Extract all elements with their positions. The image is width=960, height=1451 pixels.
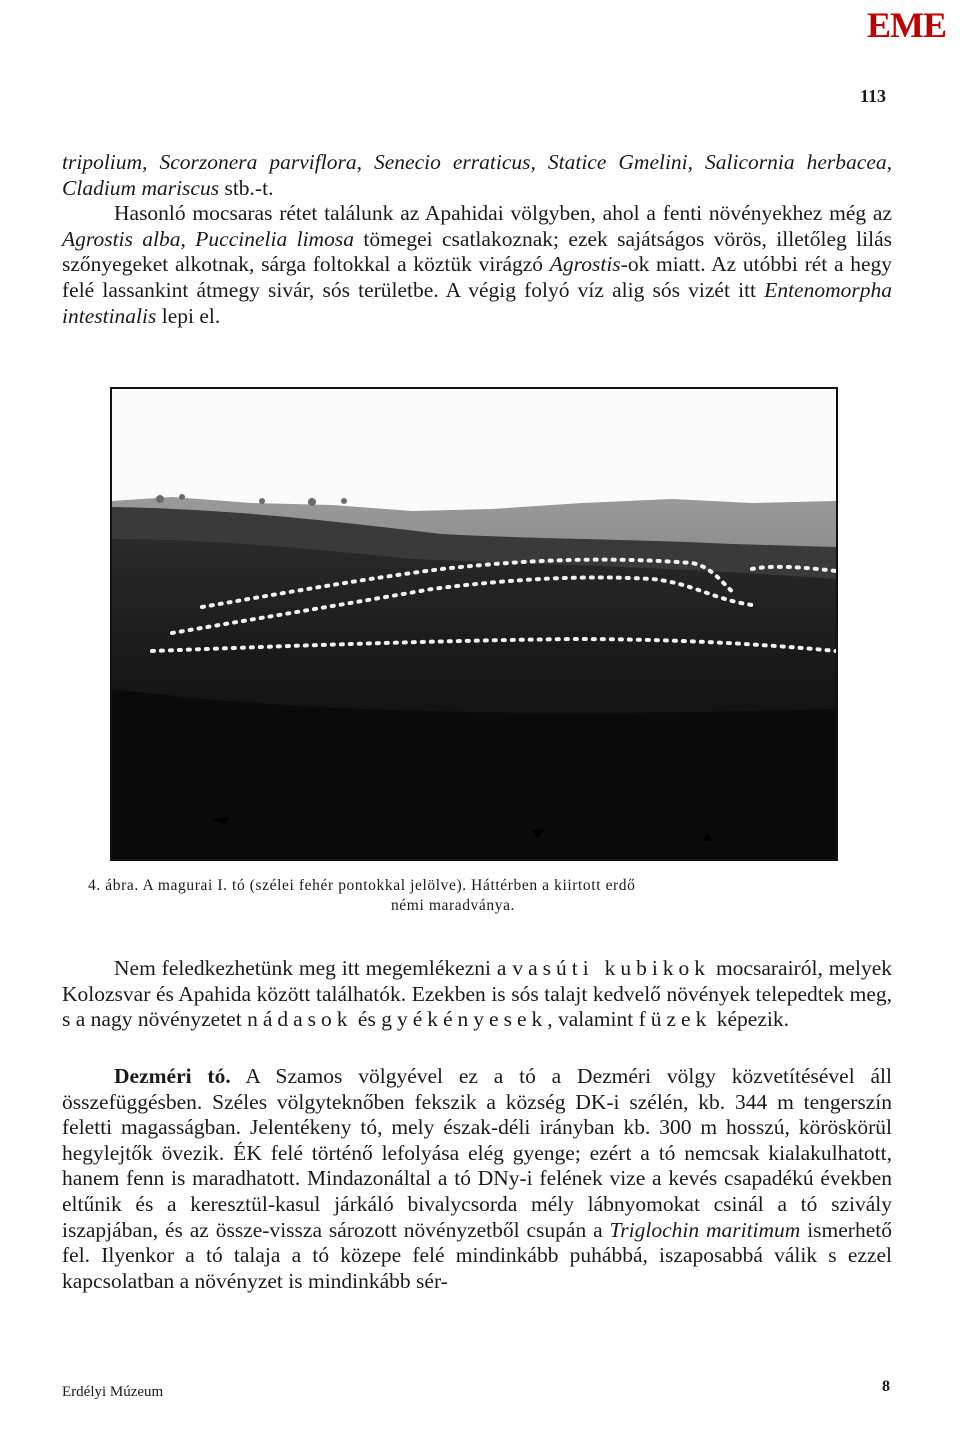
species-name: Triglochin maritimum bbox=[609, 1217, 801, 1242]
species-name: tripolium, bbox=[62, 150, 148, 174]
species-name: Scorzonera parviflora, bbox=[159, 150, 362, 174]
text-run: , valamint bbox=[547, 1007, 639, 1032]
section-heading: Dezméri tó. bbox=[114, 1064, 231, 1088]
spaced-term: gyékényesek bbox=[381, 1007, 548, 1032]
species-name: Agrostis alba, Puccinelia limosa bbox=[62, 226, 354, 251]
text-run: és bbox=[352, 1007, 382, 1032]
text-run: A Szamos völgyével ez a tó a Dezméri völgy közvetítésével áll összefüggésben. Széles völgyteknőben fekszik a község DK-i szélén, kb. 344 m tengerszín feletti magasságban. Jelentékeny tó, mely észak-déli irányban kb. 300 m hosszú, köröskörül hegylejtők övezik. ÉK felé történő lefolyása elég gyenge; ezért a tó nemcsak kialakulhatott, hanem fenn is maradhatott. Mindazonáltal a tó DNy-i felének vize a kevés csapadékú években eltűnik és a keresztül-kasul járkáló bivalycsorda mély lábnyomokat csinál a tó szivály iszapjában, és az össze-vissza sározott növényzetből csupán a bbox=[62, 1064, 892, 1242]
text-run: képezik. bbox=[711, 1007, 789, 1032]
text-run: ismerhető fel. Ilyenkor a tó talaja a tó közepe felé mindinkább puhábbá, iszaposabbá válik s ezzel kapcsolatban a növényzet is mindinkább sér- bbox=[62, 1217, 892, 1293]
text-run: mocsarairól, melyek Kolozsvar és Apahida között találhatók. Ezekben is sós talajt kedvelő növények telepedtek meg, s a nagy növényzetet bbox=[62, 956, 892, 1032]
species-name: Statice Gmelini, Salicornia herbacea, Cladium mariscus bbox=[62, 150, 893, 200]
footer-source: Erdélyi Múzeum bbox=[62, 1384, 164, 1400]
text-run: lepi el. bbox=[156, 303, 221, 328]
footer-sheet-number: 8 bbox=[882, 1378, 890, 1395]
figure-photo-lake bbox=[110, 387, 838, 861]
caption-line-2: némi maradványa. bbox=[390, 897, 516, 914]
text-run: Hasonló mocsaras rétet találunk az Apahidai völgyben, ahol a fenti növényekhez még az bbox=[114, 201, 892, 226]
figure-caption bbox=[88, 876, 888, 916]
text-run: Nem feledkezhetünk meg itt megemlékezni a bbox=[114, 956, 513, 980]
page-number: 113 bbox=[859, 86, 886, 106]
species-name: Agrostis bbox=[549, 252, 621, 277]
text-run: -ok miatt. Az utóbbi rét a hegy felé lassankint átmegy sivár, sós területbe. A végig folyó víz alig sós vizét itt bbox=[62, 252, 893, 302]
text-run bbox=[362, 150, 374, 174]
species-name: Entenomorpha intestinalis bbox=[62, 277, 892, 328]
paragraph-2 bbox=[62, 956, 892, 1033]
publisher-logo: EME bbox=[866, 5, 946, 45]
text-run bbox=[536, 150, 548, 174]
species-name: Senecio erraticus, bbox=[373, 150, 536, 174]
paragraph-1 bbox=[62, 150, 892, 329]
text-run bbox=[147, 150, 159, 174]
paragraph-3 bbox=[62, 1064, 892, 1294]
spaced-term: füzek bbox=[638, 1007, 712, 1032]
text-run: stb.-t. bbox=[219, 175, 274, 200]
landscape-photo bbox=[112, 389, 836, 859]
caption-line-1: 4. ábra. A magurai I. tó (szélei fehér pontokkal jelölve). Háttérben a kiirtott erdő bbox=[88, 877, 636, 894]
spaced-term: nádasok bbox=[247, 1007, 353, 1032]
spaced-term: vasúti kubikok bbox=[512, 956, 711, 980]
text-run: tömegei csatlakoznak; ezek sajátságos vörös, illetőleg lilás szőnyegeket alkotnak, sárga foltokkal a köztük virágzó bbox=[62, 226, 892, 277]
